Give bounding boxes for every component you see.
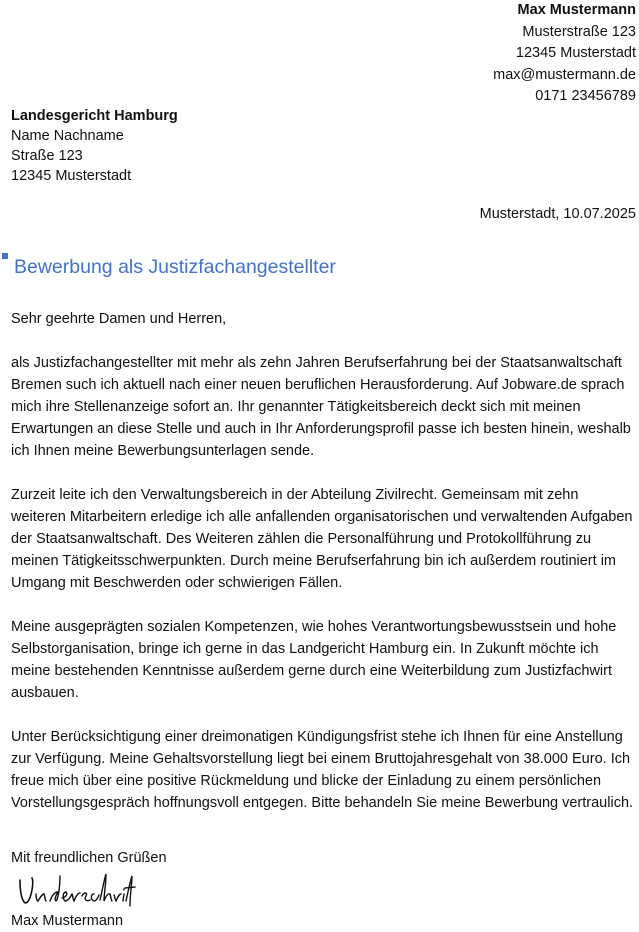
recipient-street: Straße 123 — [11, 148, 83, 164]
sender-phone: 0171 23456789 — [535, 88, 636, 104]
sender-address — [493, 0, 636, 108]
body-paragraph-2: Zurzeit leite ich den Verwaltungsbereich in der Abteilung Zivilrecht. Gemeinsam mit zehn weiteren Mitarbeitern erledige ich alle anfallenden organisatorischen und verwaltenden Aufgaben der Staatsanwaltschaft. Des Weiteren zählen die Personalführung und Protokollführung zu meinen Tätigkeitsschwerpunkten. Durch meine Berufserfahrung bin ich außerdem routiniert im Umgang mit Beschwerden oder schwierigen Fällen. — [11, 487, 633, 591]
body-paragraph-4: Unter Berücksichtigung einer dreimonatigen Kündigungsfrist stehe ich Ihnen für eine Anstellung zur Verfügung. Meine Gehaltsvorstellung liegt bei einem Bruttojahresgehalt von 38.000 Euro. Ich freue mich über eine positive Rückmeldung und blicke der Einladung zu einem persönlichen Vorstellungsgespräch hoffnungsvoll entgegen. Bitte behandeln Sie meine Bewerbung vertraulich. — [11, 729, 634, 811]
letter-date: Musterstadt, 10.07.2025 — [479, 206, 636, 222]
sender-email: max@mustermann.de — [493, 66, 636, 83]
letter-body — [11, 308, 637, 836]
closing: Mit freundlichen Grüßen — [11, 850, 167, 866]
sender-street: Musterstraße 123 — [522, 23, 636, 40]
recipient-org: Landesgericht Hamburg — [11, 108, 178, 124]
body-paragraph-1: als Justizfachangestellter mit mehr als zehn Jahren Berufserfahrung bei der Staatsanwaltschaft Bremen such ich aktuell nach einer neuen beruflichen Herausforderung. Auf Jobware.de sprach mich ihre Stellenanzeige sofort an. Ihr genannter Tätigkeitsbereich deckt sich mit meinen Erwartungen an diese Stelle und auch in Ihr Anforderungsprofil passe ich besten hinein, weshalb ich Ihnen meine Bewerbungsunterlagen sende. — [11, 355, 631, 459]
salutation: Sehr geehrte Damen und Herren, — [11, 311, 227, 327]
sender-name: Max Mustermann — [517, 2, 636, 18]
handwritten-signature — [16, 870, 136, 910]
body-paragraph-3: Meine ausgeprägten sozialen Kompetenzen, wie hohes Verantwortungsbewusstsein und hohe Selbstorganisation, bringe ich gerne in das Landgericht Hamburg ein. In Zukunft möchte ich meine bestehenden Kenntnisse außerdem gerne durch eine Weiterbildung zum Justizfachwirt ausbauen. — [11, 619, 617, 701]
sender-city: 12345 Musterstadt — [515, 45, 636, 61]
signer-name: Max Mustermann — [11, 913, 124, 929]
recipient-address — [11, 106, 178, 186]
recipient-city: 12345 Musterstadt — [11, 168, 132, 184]
recipient-name: Name Nachname — [11, 128, 124, 144]
letter-subject: Bewerbung als Justizfachangestellter — [14, 256, 336, 278]
heading-marker — [2, 253, 8, 259]
